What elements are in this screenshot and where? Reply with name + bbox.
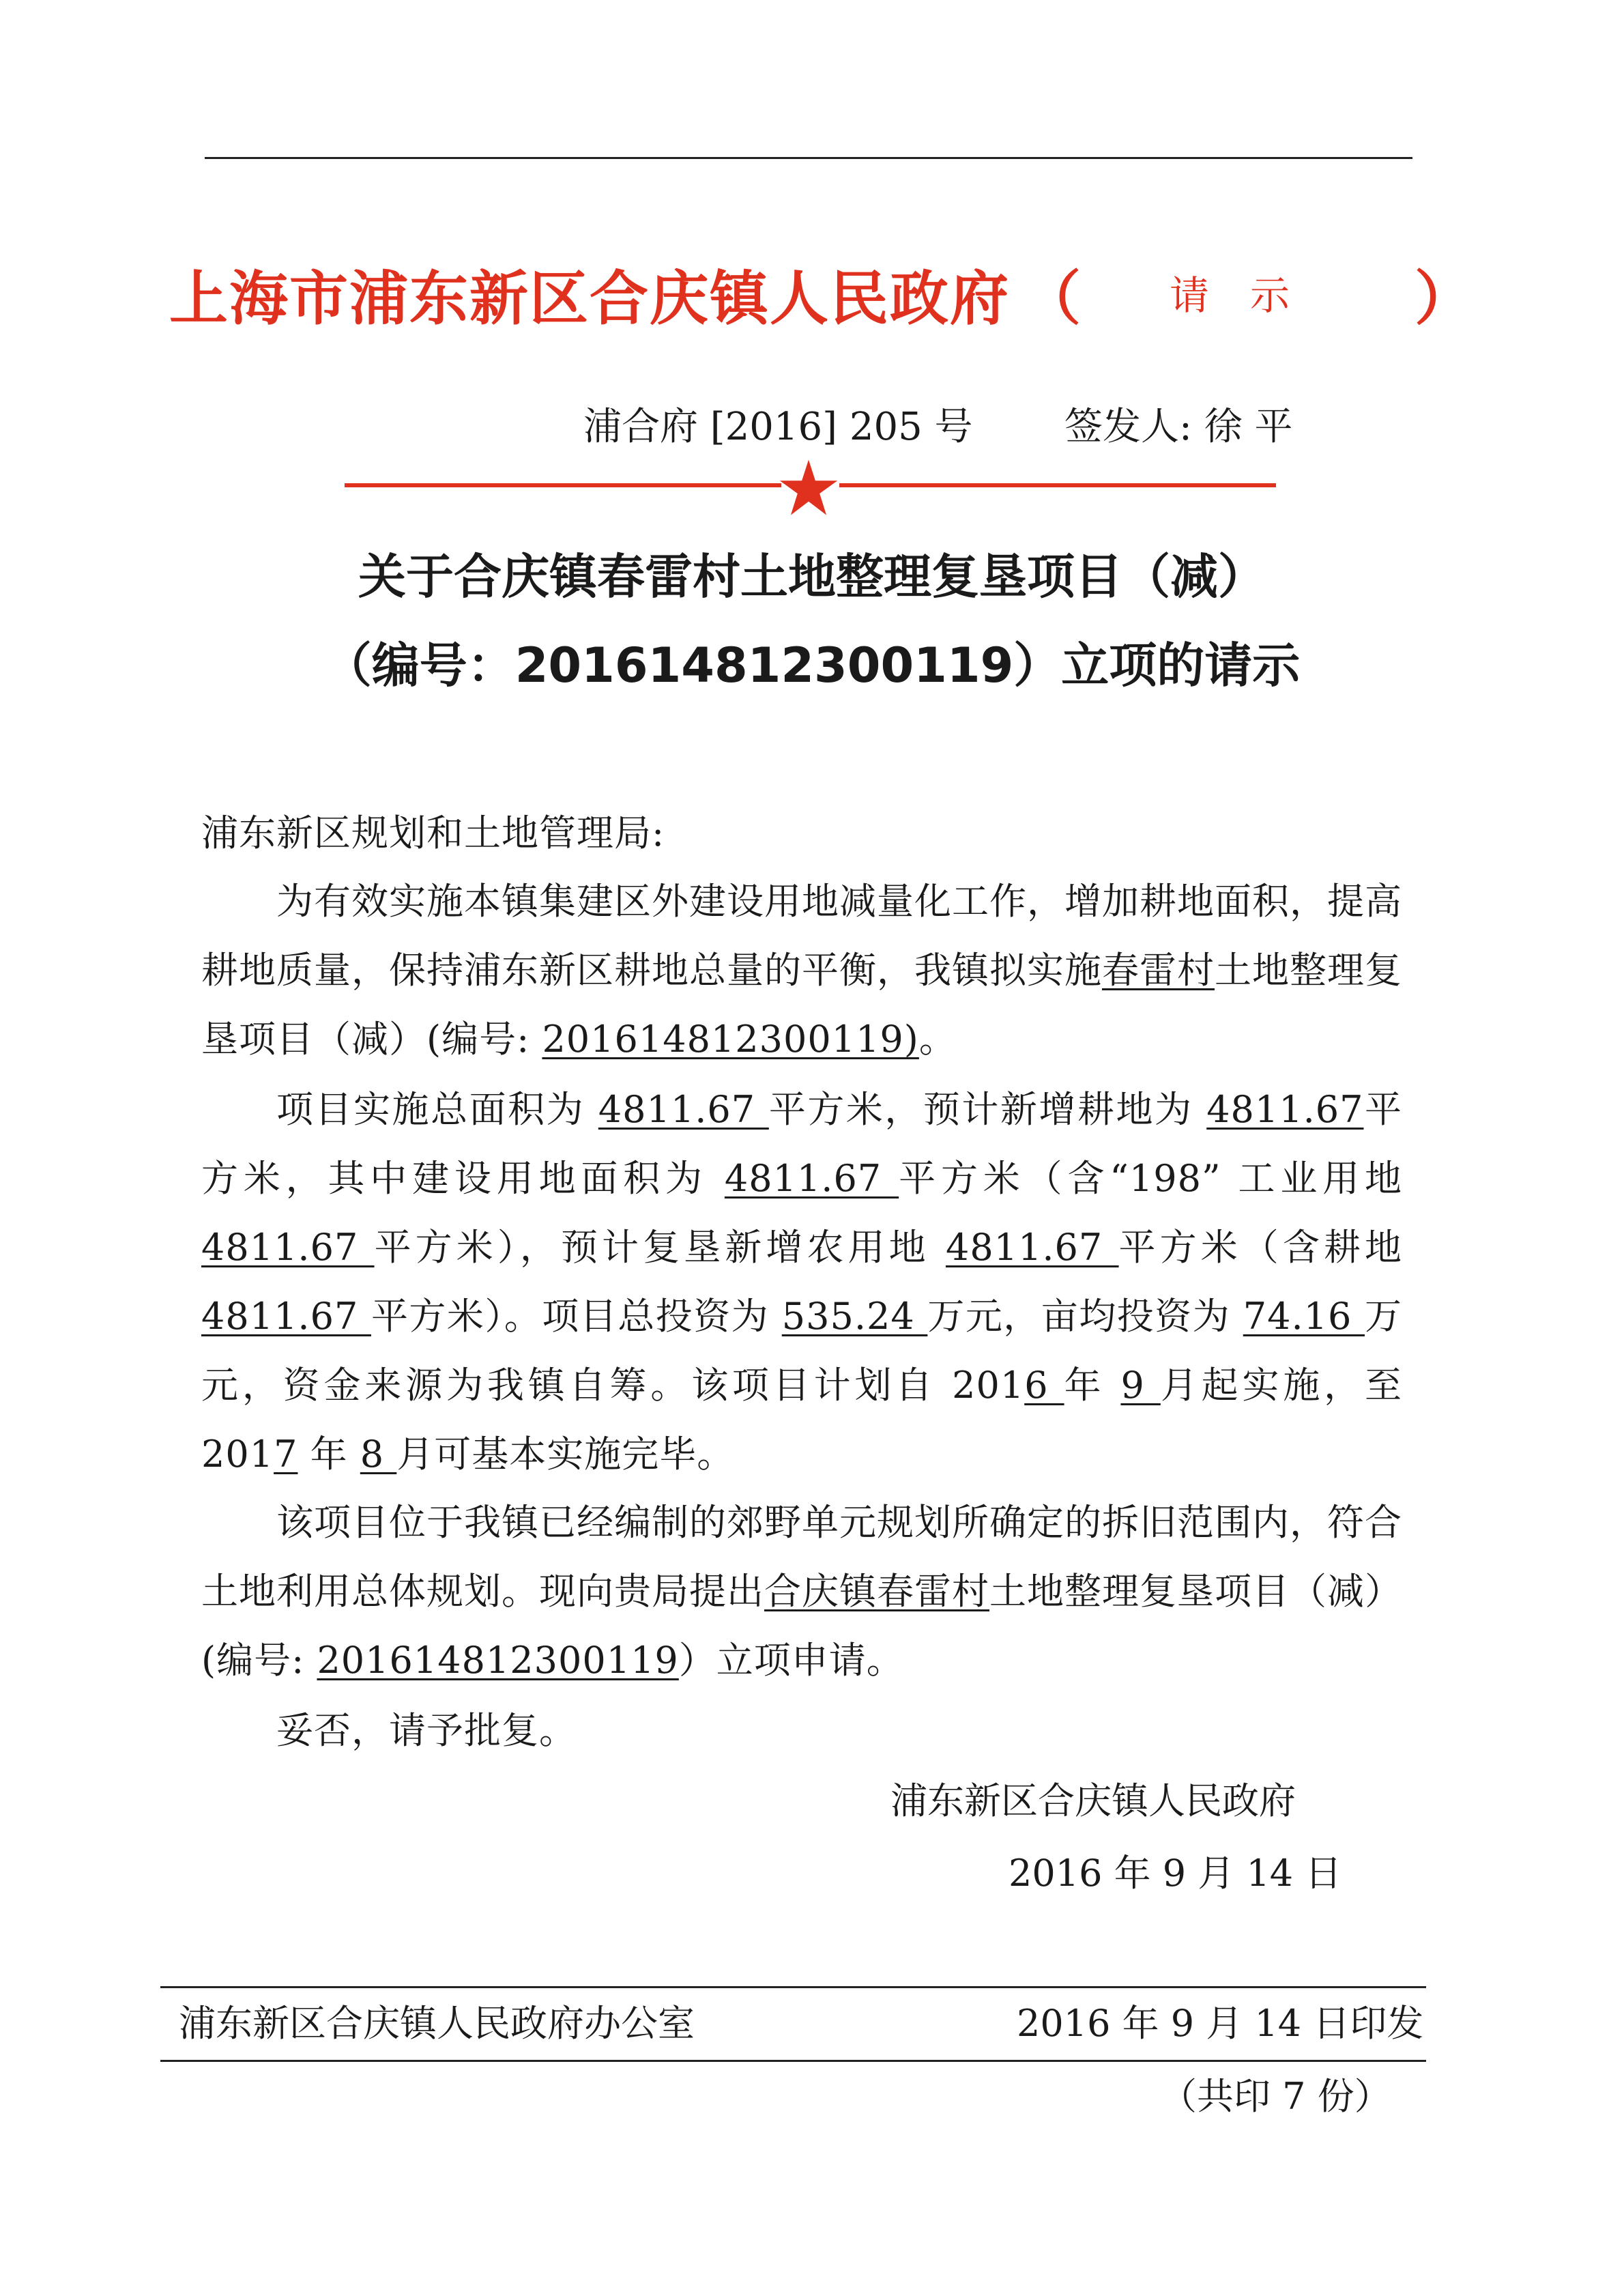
p1-text: 。 xyxy=(918,1018,957,1061)
addressee-text: 浦东新区规划和土地管理局: xyxy=(201,812,665,855)
top-rule xyxy=(205,157,1412,159)
paragraph-3 xyxy=(201,1488,1402,1695)
p3-text: 土地整理复垦项目（减）(编号: xyxy=(201,1570,1402,1682)
p3-text: ）立项申请。 xyxy=(678,1639,904,1682)
new-agricultural-land-area: 4811.67 xyxy=(945,1226,1119,1269)
issuer-name: 上海市浦东新区合庆镇人民政府 xyxy=(169,264,1010,333)
paragraph-1 xyxy=(201,867,1402,1074)
construction-land-area: 4811.67 xyxy=(724,1157,899,1200)
red-star-icon xyxy=(778,457,839,519)
cultivated-land-area: 4811.67 xyxy=(201,1295,371,1338)
document-title-line1: 关于合庆镇春雷村土地整理复垦项目（减） xyxy=(358,549,1266,605)
per-mu-investment: 74.16 xyxy=(1243,1295,1365,1338)
p2-text: 年 xyxy=(298,1433,360,1476)
footer-office: 浦东新区合庆镇人民政府办公室 xyxy=(179,2002,695,2045)
signature-date: 2016 年 9 月 14 日 xyxy=(1009,1852,1342,1895)
document-title-line2: （编号：201614812300119）立项的请示 xyxy=(323,637,1301,693)
p2-text: 万元，资金来源为我镇自筹。该项目计划自 201 xyxy=(201,1295,1402,1407)
start-year-digit: 6 xyxy=(1024,1364,1064,1407)
start-month: 9 xyxy=(1120,1364,1161,1407)
footer-print-date: 2016 年 9 月 14 日印发 xyxy=(1017,2002,1424,2045)
new-farmland-area: 4811.67 xyxy=(1206,1088,1364,1131)
p1-text: 土地整理复垦项目（减）(编号: xyxy=(201,949,1402,1061)
paragraph-2 xyxy=(201,1075,1402,1489)
p3-village: 春雷村 xyxy=(877,1570,989,1613)
document-type: 请示 xyxy=(1170,272,1331,319)
p2-text: 月起实施，至 201 xyxy=(201,1364,1403,1476)
right-paren: ） xyxy=(1415,264,1475,333)
signer-label: 签发人: xyxy=(1064,405,1192,449)
footer-rule-bottom xyxy=(160,2060,1426,2062)
red-separator-right xyxy=(839,483,1276,487)
p2-text: 项目实施总面积为 xyxy=(276,1088,598,1131)
p2-text: 平方米（含“198” 工业用地 xyxy=(899,1157,1403,1200)
p2-text: 平方米（含耕地 xyxy=(1118,1226,1403,1269)
p1-text: 为有效实施本镇集建区外建设用地减量化工作，增加耕地面积，提高耕地质量，保持浦东新区耕地总量的平衡，我镇拟实施 xyxy=(201,880,1402,992)
signature-organization: 浦东新区合庆镇人民政府 xyxy=(890,1779,1296,1822)
p1-village: 春雷村 xyxy=(1102,949,1215,992)
industrial-land-area: 4811.67 xyxy=(201,1226,375,1269)
issuer-header xyxy=(169,264,1475,333)
end-month: 8 xyxy=(360,1433,397,1476)
signer-name: 徐 平 xyxy=(1204,405,1293,449)
signer xyxy=(1064,405,1293,449)
addressee xyxy=(201,799,1402,867)
total-investment: 535.24 xyxy=(781,1295,928,1338)
p1-project-code: 201614812300119) xyxy=(542,1018,919,1061)
red-separator-left xyxy=(345,483,781,487)
p2-text: 年 xyxy=(1064,1364,1121,1407)
p3-text: 该项目位于我镇已经编制的郊野单元规划所确定的拆旧范围内，符合土地利用总体规划。现向贵局提出 xyxy=(201,1501,1402,1613)
footer-rule-top xyxy=(160,1986,1426,1988)
document-number: 浦合府 [2016] 205 号 xyxy=(583,405,973,449)
p3-town: 合庆镇 xyxy=(764,1570,877,1613)
p2-text: 平方米，其中建设用地面积为 xyxy=(201,1088,1403,1200)
p2-text: 万元，亩均投资为 xyxy=(927,1295,1243,1338)
footer-copies: （共印 7 份） xyxy=(1160,2075,1391,2118)
end-year-digit: 7 xyxy=(274,1433,298,1476)
closing-request: 妥否，请予批复。 xyxy=(276,1709,577,1752)
total-area: 4811.67 xyxy=(598,1088,769,1131)
p2-text: 月可基本实施完毕。 xyxy=(396,1433,735,1476)
p2-text: 平方米），预计复垦新增农用地 xyxy=(374,1226,946,1269)
p2-text: 平方米）。项目总投资为 xyxy=(371,1295,782,1338)
left-paren: （ xyxy=(1022,264,1082,333)
p2-text: 平方米，预计新增耕地为 xyxy=(768,1088,1207,1131)
p3-project-code: 201614812300119 xyxy=(317,1639,679,1682)
paragraph-4 xyxy=(201,1696,1402,1765)
